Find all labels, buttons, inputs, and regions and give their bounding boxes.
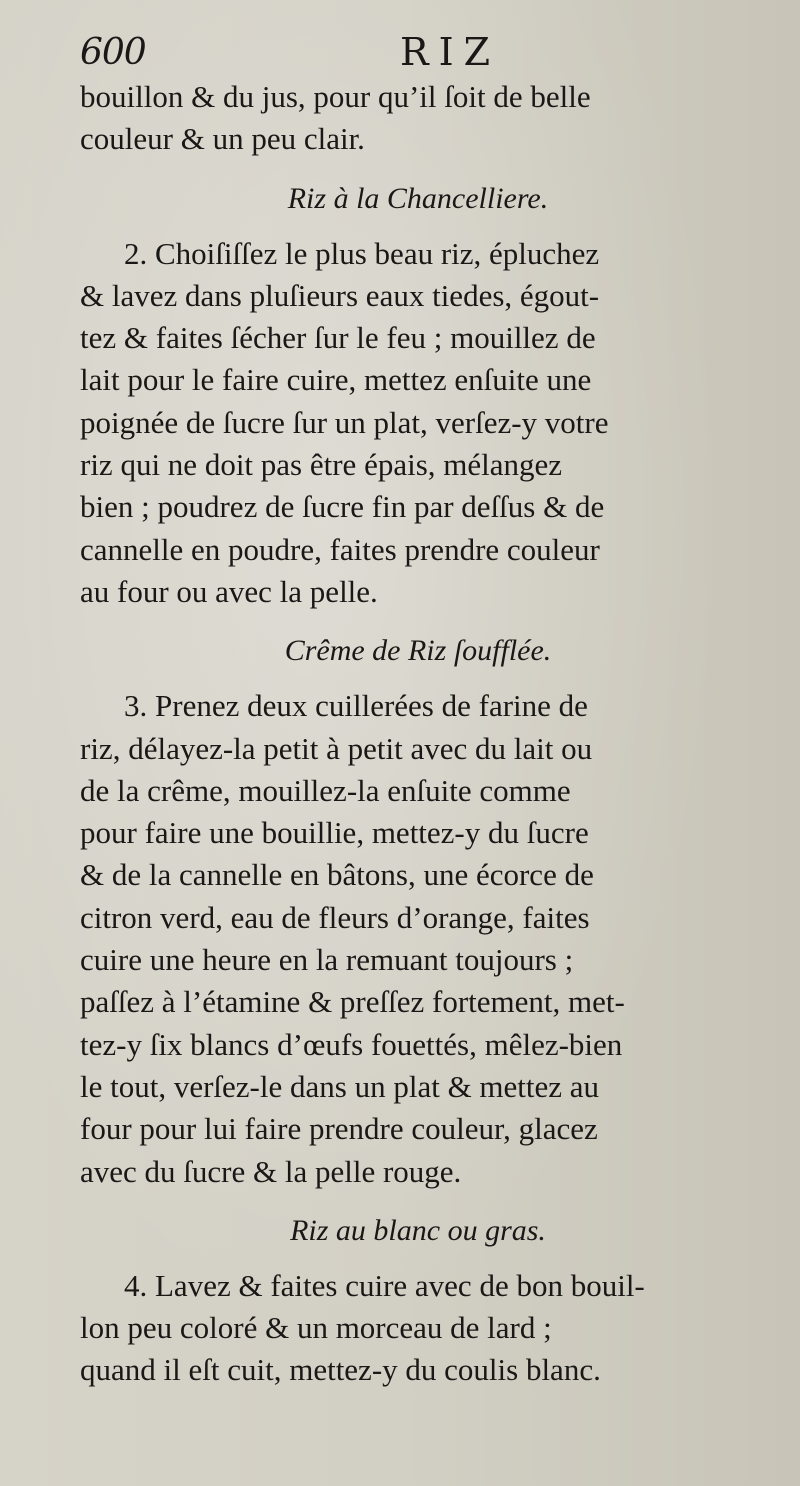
text-line: riz qui ne doit pas être épais, mélangez [80, 447, 563, 483]
text-line: bouillon & du jus, pour qu’il ſoit de belle [80, 79, 591, 114]
text-line: Choiſiſſez le plus beau riz, épluchez [155, 235, 600, 271]
text-line: de la crême, mouillez-la enſuite comme [80, 772, 571, 808]
recipe-heading: Riz au blanc ou gras. [290, 1213, 546, 1247]
text-line: quand il eſt cuit, mettez-y du coulis blanc. [80, 1352, 601, 1388]
text-line: le tout, verſez-le dans un plat & mettez au [80, 1068, 600, 1104]
text-line: & de la cannelle en bâtons, une écorce de [80, 857, 594, 893]
text-line: au four ou avec la pelle. [80, 573, 378, 609]
page-number: 600 [80, 32, 146, 73]
recipe-paragraph [80, 233, 756, 614]
recipe-number: 3. [124, 688, 148, 724]
text-line: poignée de ſucre ſur un plat, verſez-y votre [80, 404, 609, 440]
recipe-paragraph [80, 1265, 756, 1392]
text-line: Lavez & faites cuire avec de bon bouil- [155, 1267, 645, 1303]
recipe-number: 4. [124, 1267, 148, 1303]
text-line: pour faire une bouillie, mettez-y du ſucre [80, 815, 589, 851]
recipe-heading: Crême de Riz ſoufflée. [284, 634, 552, 668]
text-line: cannelle en poudre, faites prendre couleur [80, 531, 600, 567]
text-line: cuire une heure en la remuant toujours ; [80, 942, 574, 978]
text-line: avec du ſucre & la pelle rouge. [80, 1153, 462, 1189]
text-line: tez-y ſix blancs d’œufs fouettés, mêlez-bien [80, 1026, 623, 1062]
page-header [80, 30, 760, 76]
paragraph-continuation [80, 76, 756, 161]
text-line: four pour lui faire prendre couleur, glacez [80, 1111, 598, 1147]
text-line: tez & faites ſécher ſur le feu ; mouillez de [80, 320, 596, 356]
recipe-heading: Riz à la Chancelliere. [287, 181, 549, 215]
text-line: riz, délayez-la petit à petit avec du lait ou [80, 730, 593, 766]
text-line: & lavez dans pluſieurs eaux tiedes, égout- [80, 277, 600, 313]
text-line: lon peu coloré & un morceau de lard ; [80, 1310, 552, 1346]
text-line: couleur & un peu clair. [80, 121, 365, 157]
recipe-number: 2. [124, 235, 148, 271]
page-body [80, 76, 756, 1392]
text-line: Prenez deux cuillerées de farine de [155, 688, 588, 724]
text-line: paſſez à l’étamine & preſſez fortement, met- [80, 984, 625, 1020]
recipe-paragraph [80, 685, 756, 1193]
text-line: lait pour le faire cuire, mettez enſuite une [80, 362, 592, 398]
running-head: RIZ [399, 30, 501, 74]
text-line: citron verd, eau de fleurs d’orange, faites [80, 899, 590, 935]
text-line: bien ; poudrez de ſucre fin par deſſus & de [80, 489, 605, 525]
